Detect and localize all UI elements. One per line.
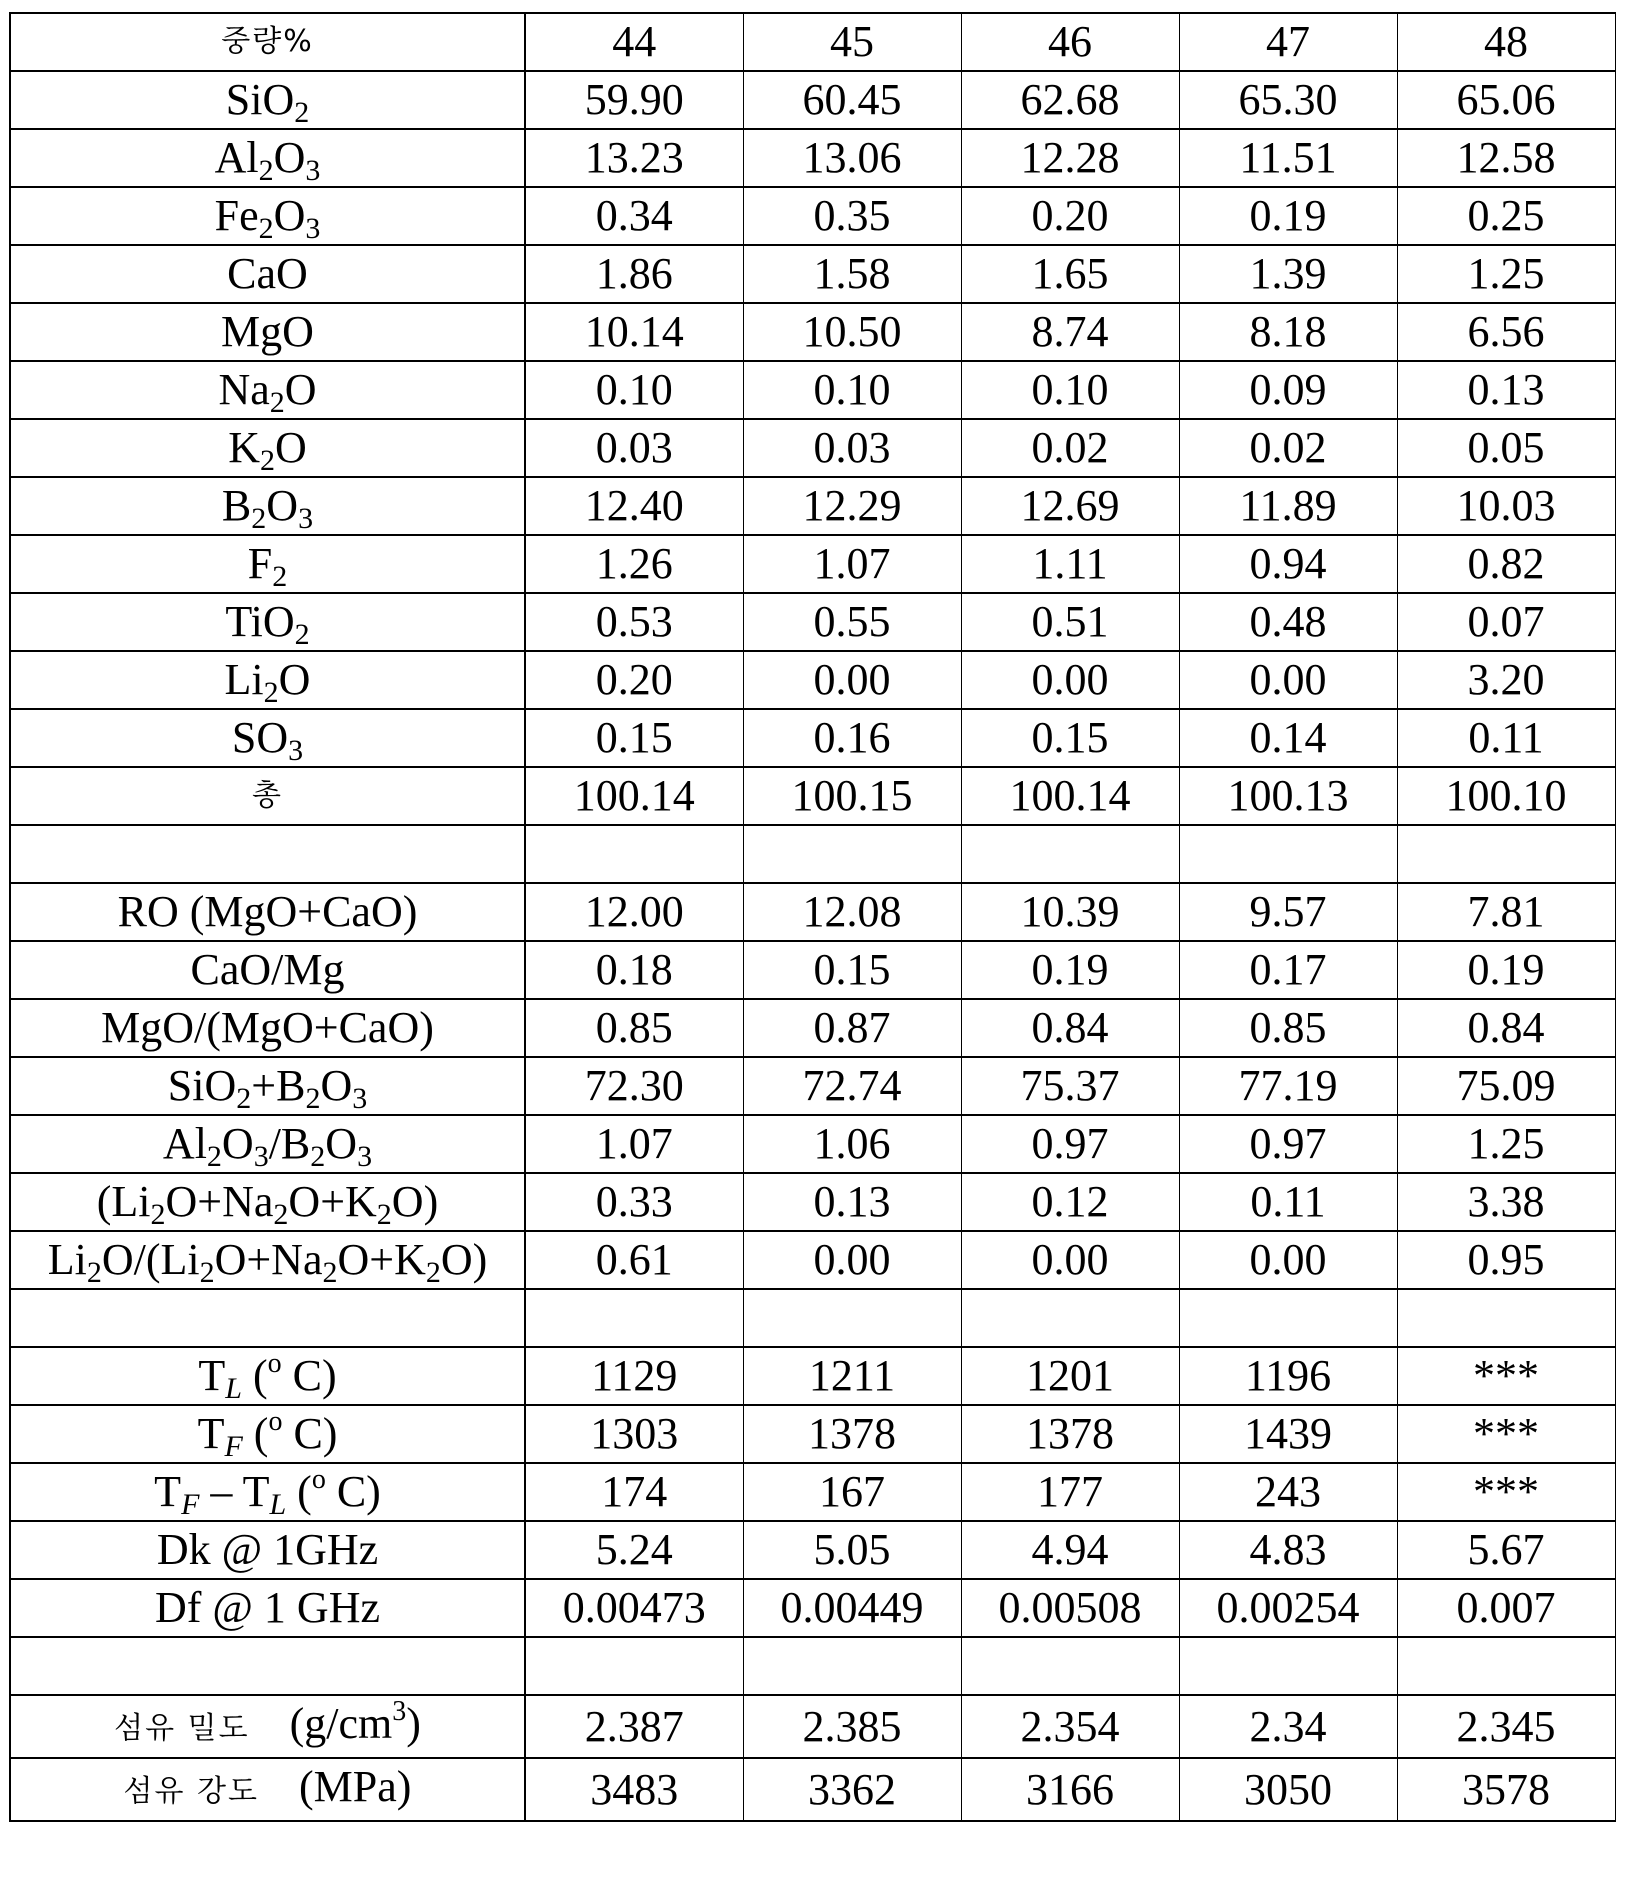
- row-label-fiber-density: [10, 1695, 525, 1758]
- cell: 0.12: [961, 1173, 1179, 1231]
- cell: 6.56: [1397, 303, 1615, 361]
- cell: 0.10: [525, 361, 743, 419]
- cell: 0.007: [1397, 1579, 1615, 1637]
- column-header-44: 44: [525, 13, 743, 71]
- table-row-k2o: [10, 419, 1615, 477]
- fiber-strength-unit: (MPa): [299, 1762, 412, 1811]
- cell: 0.16: [743, 709, 961, 767]
- cell: 0.97: [1179, 1115, 1397, 1173]
- cell: 12.58: [1397, 129, 1615, 187]
- cell: 100.15: [743, 767, 961, 825]
- cell: 1378: [961, 1405, 1179, 1463]
- row-label-sio2-b2o3: $SiO_2+B_2O_3$: [10, 1057, 525, 1115]
- cell: 0.00: [1179, 651, 1397, 709]
- table-row-fiber-strength: [10, 1758, 1615, 1821]
- cell: 72.74: [743, 1057, 961, 1115]
- table-row-al2o3-b2o3: [10, 1115, 1615, 1173]
- cell: 77.19: [1179, 1057, 1397, 1115]
- cell: 3050: [1179, 1758, 1397, 1821]
- table-row-sio2: [10, 71, 1615, 129]
- cell: 0.17: [1179, 941, 1397, 999]
- row-label-al2o3-b2o3: $Al_2O_3/B_2O_3$: [10, 1115, 525, 1173]
- blank-cell: [961, 1289, 1179, 1347]
- cell: 1.25: [1397, 1115, 1615, 1173]
- table-row-tf-tl: [10, 1463, 1615, 1521]
- cell: 177: [961, 1463, 1179, 1521]
- cell: 1.07: [525, 1115, 743, 1173]
- cell: 60.45: [743, 71, 961, 129]
- cell: 7.81: [1397, 883, 1615, 941]
- cell: 1.26: [525, 535, 743, 593]
- cell: 12.69: [961, 477, 1179, 535]
- cell: 59.90: [525, 71, 743, 129]
- table-row-cao: [10, 245, 1615, 303]
- row-label-total: 총: [252, 778, 283, 813]
- cell: 1.65: [961, 245, 1179, 303]
- cell: 0.11: [1397, 709, 1615, 767]
- table-row-so3: [10, 709, 1615, 767]
- cell: 12.28: [961, 129, 1179, 187]
- cell: 0.02: [961, 419, 1179, 477]
- cell: 12.08: [743, 883, 961, 941]
- table-row-ro: [10, 883, 1615, 941]
- column-header-46: 46: [961, 13, 1179, 71]
- cell: 1196: [1179, 1347, 1397, 1405]
- cell: 0.03: [743, 419, 961, 477]
- row-label-li2o: $Li_2O$: [10, 651, 525, 709]
- table-row-dk: [10, 1521, 1615, 1579]
- cell: 2.387: [525, 1695, 743, 1758]
- table-row-sio2-b2o3: [10, 1057, 1615, 1115]
- table-row-fiber-density: [10, 1695, 1615, 1758]
- blank-cell: [743, 825, 961, 883]
- cell: ***: [1397, 1347, 1615, 1405]
- cell: 0.25: [1397, 187, 1615, 245]
- cell: 100.14: [961, 767, 1179, 825]
- row-label-k2o: $K_2O$: [10, 419, 525, 477]
- cell: 1201: [961, 1347, 1179, 1405]
- row-label-alkali-sum: $(Li_2O+Na_2O+K_2O)$: [10, 1173, 525, 1231]
- blank-cell: [1397, 1289, 1615, 1347]
- cell: 0.87: [743, 999, 961, 1057]
- cell: 0.00254: [1179, 1579, 1397, 1637]
- cell: 75.09: [1397, 1057, 1615, 1115]
- cell: 62.68: [961, 71, 1179, 129]
- table-row-tio2: [10, 593, 1615, 651]
- row-label-tf: $T_F$ ($^o$ C): [10, 1405, 525, 1463]
- cell: 0.51: [961, 593, 1179, 651]
- cell: 3483: [525, 1758, 743, 1821]
- table-row-df: [10, 1579, 1615, 1637]
- cell: 0.15: [525, 709, 743, 767]
- cell: 3.38: [1397, 1173, 1615, 1231]
- blank-cell: [10, 825, 525, 883]
- table-row-cao-mg: [10, 941, 1615, 999]
- row-label-fe2o3: $Fe_2O_3$: [10, 187, 525, 245]
- cell: 0.48: [1179, 593, 1397, 651]
- cell: 0.19: [1397, 941, 1615, 999]
- row-label-df: Df @ 1 GHz: [10, 1579, 525, 1637]
- cell: 1.06: [743, 1115, 961, 1173]
- cell: 0.55: [743, 593, 961, 651]
- cell: 3578: [1397, 1758, 1615, 1821]
- row-label-total-cell: [10, 767, 525, 825]
- blank-cell: [1397, 1637, 1615, 1695]
- cell: 0.13: [743, 1173, 961, 1231]
- cell: 0.00: [1179, 1231, 1397, 1289]
- cell: 174: [525, 1463, 743, 1521]
- cell: 65.06: [1397, 71, 1615, 129]
- cell: 1211: [743, 1347, 961, 1405]
- table-row-f2: [10, 535, 1615, 593]
- cell: 0.84: [961, 999, 1179, 1057]
- cell: 10.39: [961, 883, 1179, 941]
- blank-cell: [1179, 1289, 1397, 1347]
- cell: 1439: [1179, 1405, 1397, 1463]
- cell: 65.30: [1179, 71, 1397, 129]
- cell: 0.00449: [743, 1579, 961, 1637]
- cell: 4.94: [961, 1521, 1179, 1579]
- cell: 0.20: [961, 187, 1179, 245]
- cell: 0.84: [1397, 999, 1615, 1057]
- cell: 0.15: [743, 941, 961, 999]
- table-row-total: [10, 767, 1615, 825]
- cell: 0.10: [961, 361, 1179, 419]
- table-row-al2o3: [10, 129, 1615, 187]
- table-row-tl: [10, 1347, 1615, 1405]
- row-label-cao: CaO: [10, 245, 525, 303]
- blank-cell: [961, 1637, 1179, 1695]
- table-row-na2o: [10, 361, 1615, 419]
- cell: 0.95: [1397, 1231, 1615, 1289]
- cell: 5.05: [743, 1521, 961, 1579]
- cell: 0.00: [743, 651, 961, 709]
- cell: 12.29: [743, 477, 961, 535]
- column-header-48: 48: [1397, 13, 1615, 71]
- cell: 0.00: [961, 651, 1179, 709]
- table-row-li2o: [10, 651, 1615, 709]
- cell: 0.33: [525, 1173, 743, 1231]
- row-label-dk: Dk @ 1GHz: [10, 1521, 525, 1579]
- fiber-strength-label: 섬유 강도: [123, 1774, 260, 1809]
- cell: 12.00: [525, 883, 743, 941]
- cell: 1378: [743, 1405, 961, 1463]
- cell: 3.20: [1397, 651, 1615, 709]
- cell: 5.67: [1397, 1521, 1615, 1579]
- cell: 75.37: [961, 1057, 1179, 1115]
- cell: 0.18: [525, 941, 743, 999]
- cell: 3362: [743, 1758, 961, 1821]
- row-label-f2: $F_2$: [10, 535, 525, 593]
- header-row: [10, 13, 1615, 71]
- cell: 0.35: [743, 187, 961, 245]
- blank-cell: [525, 1637, 743, 1695]
- cell: 1.11: [961, 535, 1179, 593]
- cell: 1129: [525, 1347, 743, 1405]
- cell: 0.07: [1397, 593, 1615, 651]
- cell: 0.82: [1397, 535, 1615, 593]
- row-label-cao-mg: CaO/Mg: [10, 941, 525, 999]
- cell: 13.06: [743, 129, 961, 187]
- blank-cell: [1179, 825, 1397, 883]
- header-label: 중량%: [221, 24, 314, 59]
- fiber-density-unit: $(g/cm^3)$: [289, 1696, 421, 1748]
- cell: 72.30: [525, 1057, 743, 1115]
- cell: 243: [1179, 1463, 1397, 1521]
- cell: 100.14: [525, 767, 743, 825]
- row-label-tio2: TiO$_2$: [10, 593, 525, 651]
- cell: 0.94: [1179, 535, 1397, 593]
- cell: 2.354: [961, 1695, 1179, 1758]
- cell: 0.03: [525, 419, 743, 477]
- header-label-cell: [10, 13, 525, 71]
- blank-cell: [10, 1637, 525, 1695]
- cell: 10.50: [743, 303, 961, 361]
- table-row-b2o3: [10, 477, 1615, 535]
- cell: 12.40: [525, 477, 743, 535]
- row-label-b2o3: $B_2O_3$: [10, 477, 525, 535]
- cell: 9.57: [1179, 883, 1397, 941]
- cell: 11.51: [1179, 129, 1397, 187]
- cell: 0.10: [743, 361, 961, 419]
- cell: ***: [1397, 1405, 1615, 1463]
- blank-cell: [961, 825, 1179, 883]
- cell: 1.58: [743, 245, 961, 303]
- cell: 167: [743, 1463, 961, 1521]
- cell: 2.345: [1397, 1695, 1615, 1758]
- cell: 0.14: [1179, 709, 1397, 767]
- row-label-mgo: MgO: [10, 303, 525, 361]
- cell: 0.85: [1179, 999, 1397, 1057]
- cell: 3166: [961, 1758, 1179, 1821]
- cell: 0.09: [1179, 361, 1397, 419]
- cell: 10.03: [1397, 477, 1615, 535]
- cell: ***: [1397, 1463, 1615, 1521]
- table-row-tf: [10, 1405, 1615, 1463]
- cell: 0.15: [961, 709, 1179, 767]
- row-label-na2o: $Na_2O$: [10, 361, 525, 419]
- cell: 0.00508: [961, 1579, 1179, 1637]
- cell: 0.97: [961, 1115, 1179, 1173]
- cell: 8.74: [961, 303, 1179, 361]
- cell: 1.39: [1179, 245, 1397, 303]
- fiber-density-label: 섬유 밀도: [114, 1711, 250, 1746]
- cell: 0.05: [1397, 419, 1615, 477]
- row-label-ro: RO (MgO+CaO): [10, 883, 525, 941]
- cell: 100.13: [1179, 767, 1397, 825]
- column-header-45: 45: [743, 13, 961, 71]
- glass-composition-table: [9, 12, 1616, 1822]
- table-body: [10, 13, 1615, 1821]
- table-row-alkali-sum: [10, 1173, 1615, 1231]
- cell: 0.19: [961, 941, 1179, 999]
- cell: 0.34: [525, 187, 743, 245]
- cell: 1.07: [743, 535, 961, 593]
- blank-cell: [525, 825, 743, 883]
- cell: 5.24: [525, 1521, 743, 1579]
- cell: 0.85: [525, 999, 743, 1057]
- row-label-al2o3: $Al_2O_3$: [10, 129, 525, 187]
- row-label-tf-tl: $T_F - T_L$ ($^o$ C): [10, 1463, 525, 1521]
- cell: 13.23: [525, 129, 743, 187]
- blank-separator-row: [10, 1289, 1615, 1347]
- cell: 4.83: [1179, 1521, 1397, 1579]
- row-label-li2o-ratio: $Li_2O/(Li_2O+Na_2O+K_2O)$: [10, 1231, 525, 1289]
- cell: 2.385: [743, 1695, 961, 1758]
- cell: 1.86: [525, 245, 743, 303]
- cell: 0.20: [525, 651, 743, 709]
- blank-cell: [525, 1289, 743, 1347]
- blank-cell: [743, 1289, 961, 1347]
- cell: 100.10: [1397, 767, 1615, 825]
- table-row-mgo-ratio: [10, 999, 1615, 1057]
- table-row-mgo: [10, 303, 1615, 361]
- table-row-fe2o3: [10, 187, 1615, 245]
- cell: 0.11: [1179, 1173, 1397, 1231]
- blank-separator-row: [10, 825, 1615, 883]
- cell: 0.19: [1179, 187, 1397, 245]
- cell: 1303: [525, 1405, 743, 1463]
- row-label-tl: $T_L$ ($^o$ C): [10, 1347, 525, 1405]
- row-label-so3: $SO_3$: [10, 709, 525, 767]
- cell: 10.14: [525, 303, 743, 361]
- cell: 0.13: [1397, 361, 1615, 419]
- cell: 2.34: [1179, 1695, 1397, 1758]
- cell: 8.18: [1179, 303, 1397, 361]
- cell: 0.00: [743, 1231, 961, 1289]
- cell: 0.00: [961, 1231, 1179, 1289]
- cell: 1.25: [1397, 245, 1615, 303]
- cell: 0.53: [525, 593, 743, 651]
- cell: 11.89: [1179, 477, 1397, 535]
- row-label-fiber-strength: [10, 1758, 525, 1821]
- composition-table-container: [9, 12, 1614, 1822]
- row-label-mgo-ratio: MgO/(MgO+CaO): [10, 999, 525, 1057]
- blank-separator-row: [10, 1637, 1615, 1695]
- row-label-sio2: SiO$_2$: [10, 71, 525, 129]
- blank-cell: [743, 1637, 961, 1695]
- cell: 0.00473: [525, 1579, 743, 1637]
- blank-cell: [1179, 1637, 1397, 1695]
- column-header-47: 47: [1179, 13, 1397, 71]
- blank-cell: [1397, 825, 1615, 883]
- blank-cell: [10, 1289, 525, 1347]
- cell: 0.61: [525, 1231, 743, 1289]
- table-row-li2o-ratio: [10, 1231, 1615, 1289]
- cell: 0.02: [1179, 419, 1397, 477]
